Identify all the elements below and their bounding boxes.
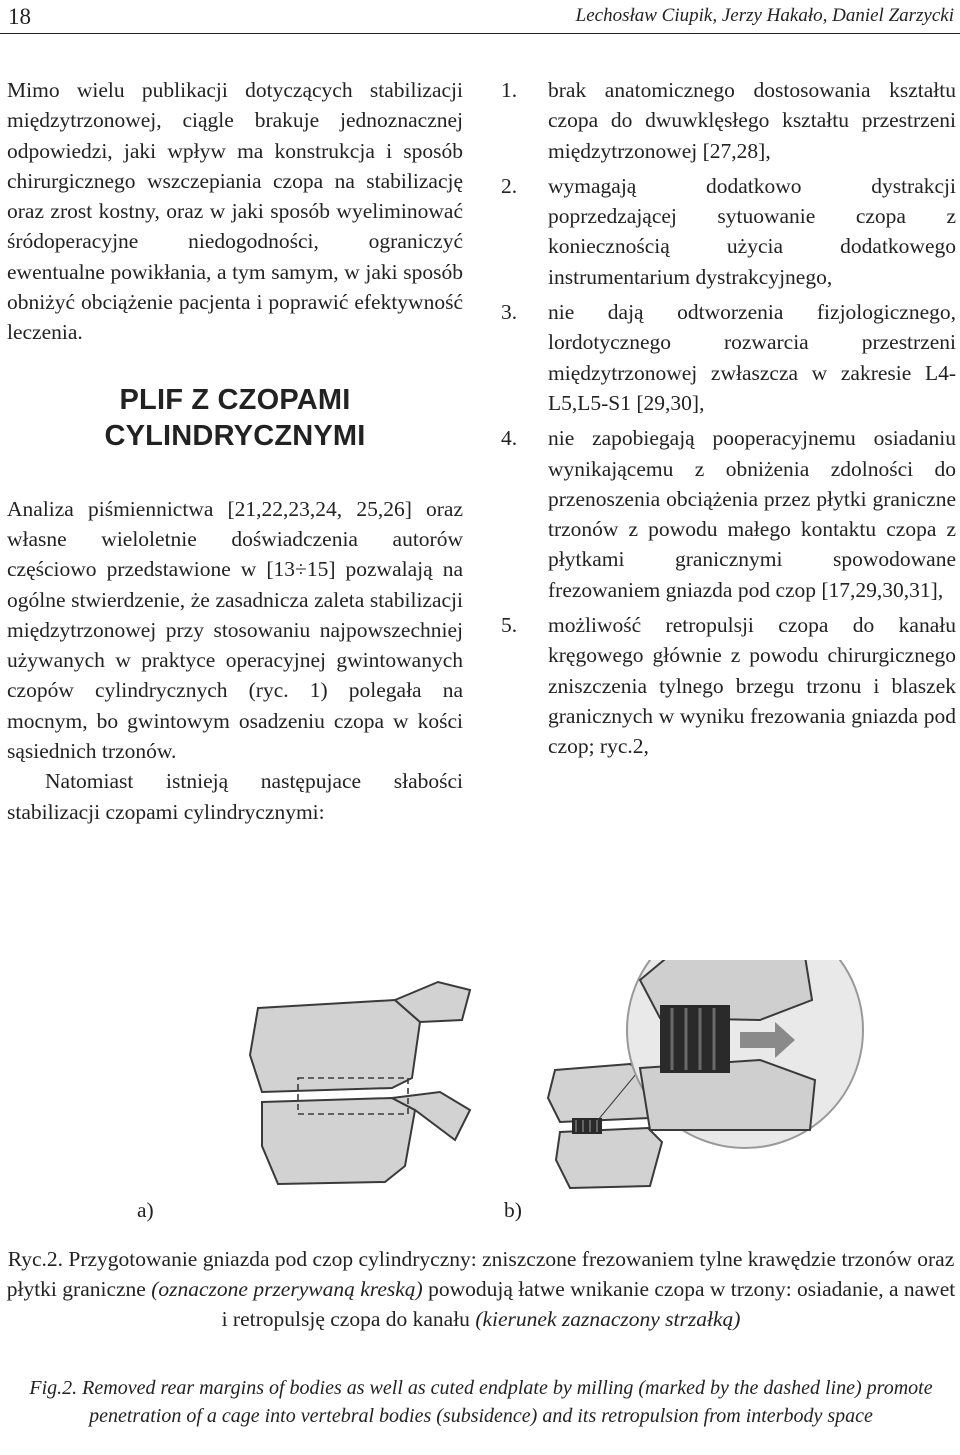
page-header [0,0,960,34]
panel-a-spine [250,982,470,1184]
figure-label-b: b) [504,1198,522,1222]
intro-paragraph: Mimo wielu publikacji dotyczących stabilizacji międzytrzonowej, ciągle brakuje jednoznacznej odpowiedzi, jaki wpływ ma konstrukcja i sposób chirurgicznego wszczepiania czopa na stabilizację oraz zrost kostny, oraz w jaki sposób wyeliminować śródoperacyjne niedogodności, ograniczyć ewentualne powikłania, a tym samym, w jaki sposób obniżyć obciążenie pacjenta i poprawić efektywność leczenia. [7,78,463,345]
list-item-number: 4. [501,426,518,451]
caption-pl-mid: powodują łatwe wnikanie czopa w trzony: osiadanie, a nawet i retropulsję czopa do kanału [221,1277,956,1331]
section-heading-line2: CYLINDRYCZNYMI [104,419,366,452]
caption-english: Fig.2. Removed rear margins of bodies as well as cuted endplate by milling (marked by the dashed line) promote penetration of a cage into vertebral bodies (subsidence) and its retropulsion from interbody space [29,1377,933,1427]
list-item [501,171,956,292]
list-item-text: nie zapobiegają pooperacyjnemu osiadaniu wynikającemu z obniżenia zdolności do przenoszenia obciążenia przez płytki graniczne trzonów z powodu małego kontaktu czopa z płytkami granicznymi spowodowane frezowaniem gniazda pod czop [17,29,30,31], [548,426,956,602]
vertebra-lower [262,1098,415,1184]
caption-polish [6,1244,956,1334]
list-item-number: 1. [501,78,518,102]
list-item-number: 2. [501,173,518,198]
analysis-paragraph: Analiza piśmiennictwa [21,22,23,24, 25,26] oraz własne wieloletnie doświadczenia autorów częściowo przedstawione w [13÷15] pozwalają na ogólne stwierdzenie, że zasadnicza zaleta stabilizacji międzytrzonowej przy stosowaniu najpowszechniej używanych w praktyce operacyjnej gwintowanych czopów cylindrycznych (ryc. 1) polegała na mocnym, bo gwintowym osadzeniu czopa w kości sąsiednich trzonów. [7,496,463,764]
figure-illustration [0,960,960,1230]
list-item-text: możliwość retropulsji czopa do kanału kręgowego głównie z powodu chirurgicznego zniszczenia tylnego brzegu trzonu i blaszek granicznych w wyniku frezowania gniazda pod czop; ryc.2, [548,613,956,759]
figure-2 [0,960,960,1230]
page-number: 18 [8,4,31,29]
vertebra-upper [250,1000,420,1092]
section-heading [7,382,463,454]
list-item-text: brak anatomicznego dostosowania kształtu czopa do dwuwklęsłego kształtu przestrzeni międzytrzonowej [27,28], [548,78,956,163]
list-item [501,423,956,605]
list-item [501,297,956,418]
zoom-inset [627,960,863,1148]
list-item [501,610,956,761]
weakness-list [501,75,956,762]
right-column [501,75,956,767]
caption-pl-italic-1: (oznaczone przerywaną kreską) [151,1277,423,1301]
caption-pl-italic-2: (kierunek zaznaczony strzałką) [475,1307,741,1331]
list-item-number: 3. [501,300,518,325]
left-column [7,75,463,827]
list-item-text: wymagają dodatkowo dystrakcji poprzedzającej sytuowanie czopa z koniecznością użycia dodatkowego instrumentarium dystrakcyjnego, [548,173,956,289]
figure-label-a: a) [137,1198,154,1222]
section-heading-line1: PLIF Z CZOPAMI [119,383,351,416]
header-rule [0,33,960,34]
list-item [501,75,956,166]
weakness-paragraph: Natomiast istnieją następujace słabości stabilizacji czopami cylindrycznymi: [7,769,463,824]
vertebra-b-lower [556,1128,662,1188]
list-item-text: nie dają odtworzenia fizjologicznego, lordotycznego rozwarcia przestrzeni międzytrzonowej zwłaszcza w zakresie L4-L5,L5-S1 [29,30], [548,300,956,415]
running-head-authors: Lechosław Ciupik, Jerzy Hakało, Daniel Zarzycki [575,5,954,26]
caption-pl-lead: Ryc.2. Przygotowanie gniazda pod czop cylindryczny: zniszczone frezowaniem tylne krawędzie trzonów oraz płytki graniczne [6,1247,955,1301]
list-item-number: 5. [501,613,518,638]
